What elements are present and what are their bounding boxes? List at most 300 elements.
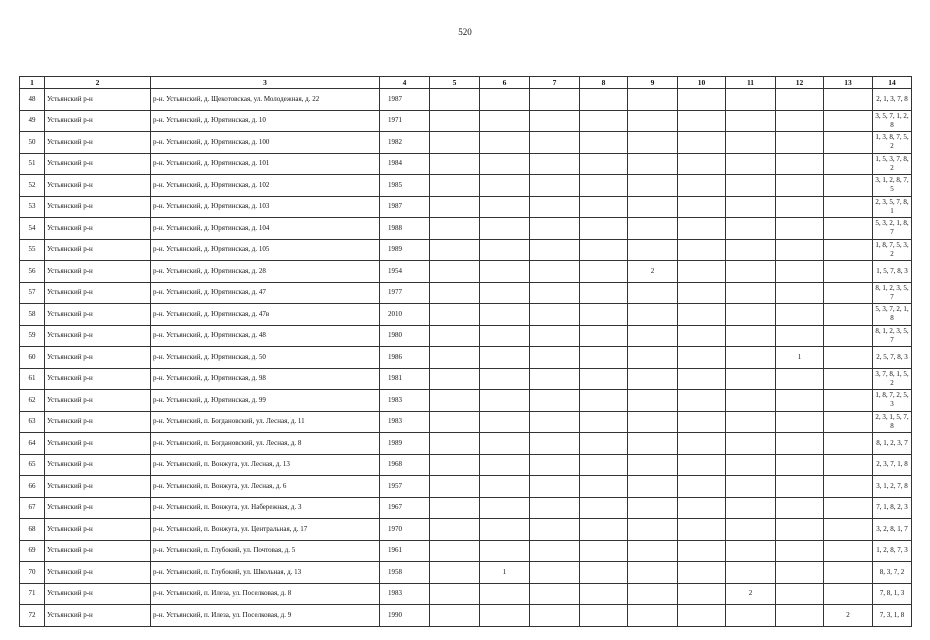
col10-cell (678, 261, 726, 283)
district-cell: Устьянский р-н (45, 175, 151, 197)
col8-cell (580, 540, 628, 562)
col6-cell (480, 89, 530, 111)
col7-cell (530, 218, 580, 240)
table-row (20, 347, 912, 369)
col12-cell: 1 (776, 347, 824, 369)
col8-cell (580, 239, 628, 261)
col7-cell (530, 540, 580, 562)
column-header-13: 13 (824, 77, 873, 89)
row-number: 58 (20, 304, 45, 326)
year-cell: 1982 (380, 132, 430, 154)
col12-cell (776, 411, 824, 433)
col14-cell: 7, 1, 8, 2, 3 (873, 497, 912, 519)
col10-cell (678, 325, 726, 347)
column-header-8: 8 (580, 77, 628, 89)
row-number: 67 (20, 497, 45, 519)
table-row (20, 153, 912, 175)
col14-cell: 3, 5, 7, 1, 2, 8 (873, 110, 912, 132)
col12-cell (776, 89, 824, 111)
col6-cell (480, 175, 530, 197)
col6-cell (480, 218, 530, 240)
year-cell: 1990 (380, 605, 430, 627)
col7-cell (530, 261, 580, 283)
address-cell: р-н. Устьянский, п. Глубокий, ул. Школьная, д. 13 (151, 562, 380, 584)
address-cell: р-н. Устьянский, д. Юрятинская, д. 102 (151, 175, 380, 197)
row-number: 62 (20, 390, 45, 412)
col9-cell (628, 368, 678, 390)
col8-cell (580, 89, 628, 111)
row-number: 48 (20, 89, 45, 111)
col7-cell (530, 605, 580, 627)
column-header-3: 3 (151, 77, 380, 89)
col11-cell (726, 433, 776, 455)
year-cell: 1984 (380, 153, 430, 175)
col7-cell (530, 153, 580, 175)
col6-cell (480, 476, 530, 498)
col11-cell (726, 368, 776, 390)
year-cell: 1967 (380, 497, 430, 519)
col6-cell (480, 454, 530, 476)
col10-cell (678, 153, 726, 175)
table-row (20, 562, 912, 584)
col11-cell (726, 497, 776, 519)
year-cell: 1987 (380, 89, 430, 111)
col13-cell (824, 390, 873, 412)
table-row (20, 175, 912, 197)
col10-cell (678, 562, 726, 584)
row-number: 55 (20, 239, 45, 261)
col14-cell: 1, 3, 8, 7, 5, 2 (873, 132, 912, 154)
col7-cell (530, 519, 580, 541)
district-cell: Устьянский р-н (45, 540, 151, 562)
col11-cell (726, 261, 776, 283)
year-cell: 1958 (380, 562, 430, 584)
col10-cell (678, 175, 726, 197)
col5-cell (430, 411, 480, 433)
year-cell: 1987 (380, 196, 430, 218)
col8-cell (580, 476, 628, 498)
col13-cell (824, 540, 873, 562)
row-number: 59 (20, 325, 45, 347)
year-cell: 1988 (380, 218, 430, 240)
table-row (20, 282, 912, 304)
table-row (20, 519, 912, 541)
table-row (20, 411, 912, 433)
column-header-12: 12 (776, 77, 824, 89)
col12-cell (776, 196, 824, 218)
col9-cell (628, 153, 678, 175)
col12-cell (776, 540, 824, 562)
district-cell: Устьянский р-н (45, 153, 151, 175)
year-cell: 2010 (380, 304, 430, 326)
col6-cell (480, 110, 530, 132)
col6-cell (480, 261, 530, 283)
col12-cell (776, 583, 824, 605)
col5-cell (430, 89, 480, 111)
col5-cell (430, 132, 480, 154)
data-table (19, 76, 912, 627)
col13-cell (824, 411, 873, 433)
col10-cell (678, 476, 726, 498)
year-cell: 1968 (380, 454, 430, 476)
column-header-7: 7 (530, 77, 580, 89)
col11-cell (726, 347, 776, 369)
col11-cell (726, 476, 776, 498)
col13-cell (824, 583, 873, 605)
address-cell: р-н. Устьянский, д. Юрятинская, д. 98 (151, 368, 380, 390)
table-row (20, 368, 912, 390)
col7-cell (530, 110, 580, 132)
col9-cell (628, 282, 678, 304)
col5-cell (430, 583, 480, 605)
col8-cell (580, 411, 628, 433)
table-row (20, 476, 912, 498)
col9-cell: 2 (628, 261, 678, 283)
col12-cell (776, 390, 824, 412)
table-container (19, 76, 909, 640)
col7-cell (530, 454, 580, 476)
col14-cell: 2, 3, 7, 1, 8 (873, 454, 912, 476)
col13-cell (824, 282, 873, 304)
row-number: 66 (20, 476, 45, 498)
col11-cell (726, 540, 776, 562)
col5-cell (430, 368, 480, 390)
col7-cell (530, 239, 580, 261)
row-number: 72 (20, 605, 45, 627)
district-cell: Устьянский р-н (45, 304, 151, 326)
col5-cell (430, 562, 480, 584)
col13-cell (824, 239, 873, 261)
address-cell: р-н. Устьянский, д. Юрятинская, д. 101 (151, 153, 380, 175)
col8-cell (580, 153, 628, 175)
table-row (20, 89, 912, 111)
col8-cell (580, 282, 628, 304)
col8-cell (580, 175, 628, 197)
col14-cell: 2, 3, 5, 7, 8, 1 (873, 196, 912, 218)
col5-cell (430, 153, 480, 175)
col8-cell (580, 390, 628, 412)
col14-cell: 1, 8, 7, 2, 5, 3 (873, 390, 912, 412)
col12-cell (776, 110, 824, 132)
col13-cell (824, 519, 873, 541)
column-header-1: 1 (20, 77, 45, 89)
address-cell: р-н. Устьянский, д. Юрятинская, д. 28 (151, 261, 380, 283)
col12-cell (776, 476, 824, 498)
col12-cell (776, 368, 824, 390)
col10-cell (678, 347, 726, 369)
col9-cell (628, 519, 678, 541)
col14-cell: 1, 8, 7, 5, 3, 2 (873, 239, 912, 261)
address-cell: р-н. Устьянский, п. Илеза, ул. Поселковая, д. 8 (151, 583, 380, 605)
district-cell: Устьянский р-н (45, 368, 151, 390)
year-cell: 1985 (380, 175, 430, 197)
col5-cell (430, 218, 480, 240)
col11-cell (726, 239, 776, 261)
address-cell: р-н. Устьянский, п. Вонжуга, ул. Центральная, д. 17 (151, 519, 380, 541)
col11-cell (726, 282, 776, 304)
district-cell: Устьянский р-н (45, 454, 151, 476)
district-cell: Устьянский р-н (45, 110, 151, 132)
table-row (20, 196, 912, 218)
col6-cell (480, 390, 530, 412)
col11-cell (726, 390, 776, 412)
col8-cell (580, 368, 628, 390)
row-number: 71 (20, 583, 45, 605)
district-cell: Устьянский р-н (45, 261, 151, 283)
col14-cell: 7, 8, 1, 3 (873, 583, 912, 605)
row-number: 52 (20, 175, 45, 197)
col8-cell (580, 325, 628, 347)
district-cell: Устьянский р-н (45, 476, 151, 498)
col14-cell: 8, 1, 2, 3, 5, 7 (873, 325, 912, 347)
col14-cell: 8, 3, 7, 2 (873, 562, 912, 584)
col7-cell (530, 583, 580, 605)
column-header-2: 2 (45, 77, 151, 89)
table-row (20, 110, 912, 132)
col10-cell (678, 304, 726, 326)
row-number: 68 (20, 519, 45, 541)
col6-cell (480, 239, 530, 261)
col13-cell (824, 218, 873, 240)
district-cell: Устьянский р-н (45, 411, 151, 433)
column-header-4: 4 (380, 77, 430, 89)
header-row (20, 77, 912, 89)
col14-cell: 2, 1, 3, 7, 8 (873, 89, 912, 111)
table-row (20, 454, 912, 476)
col8-cell (580, 347, 628, 369)
district-cell: Устьянский р-н (45, 89, 151, 111)
col5-cell (430, 110, 480, 132)
table-body (20, 89, 912, 627)
col6-cell (480, 519, 530, 541)
col7-cell (530, 411, 580, 433)
col7-cell (530, 368, 580, 390)
address-cell: р-н. Устьянский, д. Юрятинская, д. 50 (151, 347, 380, 369)
column-header-6: 6 (480, 77, 530, 89)
col9-cell (628, 347, 678, 369)
col11-cell (726, 132, 776, 154)
col6-cell (480, 540, 530, 562)
year-cell: 1977 (380, 282, 430, 304)
table-row (20, 239, 912, 261)
col14-cell: 1, 2, 8, 7, 3 (873, 540, 912, 562)
col7-cell (530, 89, 580, 111)
col7-cell (530, 347, 580, 369)
col13-cell (824, 153, 873, 175)
col12-cell (776, 325, 824, 347)
column-header-10: 10 (678, 77, 726, 89)
col9-cell (628, 497, 678, 519)
district-cell: Устьянский р-н (45, 347, 151, 369)
col6-cell (480, 304, 530, 326)
col10-cell (678, 605, 726, 627)
district-cell: Устьянский р-н (45, 196, 151, 218)
col10-cell (678, 583, 726, 605)
row-number: 49 (20, 110, 45, 132)
column-header-11: 11 (726, 77, 776, 89)
col11-cell (726, 175, 776, 197)
col5-cell (430, 476, 480, 498)
col10-cell (678, 540, 726, 562)
district-cell: Устьянский р-н (45, 519, 151, 541)
col7-cell (530, 562, 580, 584)
address-cell: р-н. Устьянский, п. Вонжуга, ул. Лесная, д. 13 (151, 454, 380, 476)
col9-cell (628, 411, 678, 433)
col10-cell (678, 433, 726, 455)
col7-cell (530, 497, 580, 519)
district-cell: Устьянский р-н (45, 132, 151, 154)
col10-cell (678, 89, 726, 111)
district-cell: Устьянский р-н (45, 497, 151, 519)
col6-cell (480, 605, 530, 627)
col7-cell (530, 304, 580, 326)
row-number: 57 (20, 282, 45, 304)
col12-cell (776, 282, 824, 304)
col5-cell (430, 519, 480, 541)
row-number: 64 (20, 433, 45, 455)
col10-cell (678, 454, 726, 476)
table-row (20, 390, 912, 412)
col12-cell (776, 562, 824, 584)
col9-cell (628, 605, 678, 627)
col8-cell (580, 605, 628, 627)
col14-cell: 3, 2, 8, 1, 7 (873, 519, 912, 541)
col12-cell (776, 175, 824, 197)
address-cell: р-н. Устьянский, д. Юрятинская, д. 103 (151, 196, 380, 218)
col7-cell (530, 390, 580, 412)
col9-cell (628, 196, 678, 218)
district-cell: Устьянский р-н (45, 218, 151, 240)
address-cell: р-н. Устьянский, д. Юрятинская, д. 47в (151, 304, 380, 326)
address-cell: р-н. Устьянский, п. Богдановский, ул. Лесная, д. 11 (151, 411, 380, 433)
col12-cell (776, 497, 824, 519)
year-cell: 1983 (380, 411, 430, 433)
col12-cell (776, 218, 824, 240)
col11-cell (726, 218, 776, 240)
row-number: 69 (20, 540, 45, 562)
table-row (20, 132, 912, 154)
address-cell: р-н. Устьянский, д. Щекотовская, ул. Молодежная, д. 22 (151, 89, 380, 111)
col12-cell (776, 454, 824, 476)
col14-cell: 3, 1, 2, 7, 8 (873, 476, 912, 498)
col9-cell (628, 132, 678, 154)
col13-cell (824, 110, 873, 132)
address-cell: р-н. Устьянский, д. Юрятинская, д. 105 (151, 239, 380, 261)
row-number: 63 (20, 411, 45, 433)
col6-cell (480, 153, 530, 175)
col9-cell (628, 110, 678, 132)
col10-cell (678, 239, 726, 261)
page-number: 520 (458, 27, 472, 37)
col6-cell (480, 368, 530, 390)
year-cell: 1983 (380, 390, 430, 412)
col8-cell (580, 304, 628, 326)
table-row (20, 605, 912, 627)
column-header-5: 5 (430, 77, 480, 89)
col12-cell (776, 433, 824, 455)
year-cell: 1986 (380, 347, 430, 369)
col14-cell: 5, 3, 2, 1, 8, 7 (873, 218, 912, 240)
district-cell: Устьянский р-н (45, 325, 151, 347)
col6-cell (480, 433, 530, 455)
col14-cell: 2, 5, 7, 8, 3 (873, 347, 912, 369)
col13-cell (824, 476, 873, 498)
col6-cell (480, 347, 530, 369)
district-cell: Устьянский р-н (45, 390, 151, 412)
col12-cell (776, 153, 824, 175)
col10-cell (678, 519, 726, 541)
address-cell: р-н. Устьянский, д. Юрятинская, д. 48 (151, 325, 380, 347)
col13-cell (824, 368, 873, 390)
col11-cell: 2 (726, 583, 776, 605)
col6-cell (480, 132, 530, 154)
col6-cell (480, 282, 530, 304)
col9-cell (628, 476, 678, 498)
address-cell: р-н. Устьянский, п. Глубокий, ул. Почтовая, д. 5 (151, 540, 380, 562)
col13-cell (824, 175, 873, 197)
table-row (20, 540, 912, 562)
row-number: 51 (20, 153, 45, 175)
address-cell: р-н. Устьянский, д. Юрятинская, д. 10 (151, 110, 380, 132)
table-row (20, 433, 912, 455)
col13-cell (824, 497, 873, 519)
col12-cell (776, 519, 824, 541)
col11-cell (726, 325, 776, 347)
table-row (20, 325, 912, 347)
col14-cell: 7, 3, 1, 8 (873, 605, 912, 627)
col13-cell (824, 325, 873, 347)
col5-cell (430, 282, 480, 304)
col14-cell: 8, 1, 2, 3, 7 (873, 433, 912, 455)
col5-cell (430, 175, 480, 197)
row-number: 61 (20, 368, 45, 390)
col6-cell (480, 583, 530, 605)
col10-cell (678, 110, 726, 132)
col5-cell (430, 605, 480, 627)
col13-cell: 2 (824, 605, 873, 627)
table-row (20, 583, 912, 605)
col12-cell (776, 132, 824, 154)
year-cell: 1989 (380, 239, 430, 261)
col8-cell (580, 218, 628, 240)
col6-cell (480, 196, 530, 218)
col5-cell (430, 390, 480, 412)
col11-cell (726, 605, 776, 627)
col9-cell (628, 583, 678, 605)
col13-cell (824, 347, 873, 369)
table-row (20, 218, 912, 240)
col9-cell (628, 218, 678, 240)
col6-cell (480, 325, 530, 347)
col9-cell (628, 433, 678, 455)
col7-cell (530, 132, 580, 154)
row-number: 60 (20, 347, 45, 369)
year-cell: 1989 (380, 433, 430, 455)
col13-cell (824, 304, 873, 326)
district-cell: Устьянский р-н (45, 562, 151, 584)
district-cell: Устьянский р-н (45, 239, 151, 261)
address-cell: р-н. Устьянский, д. Юрятинская, д. 99 (151, 390, 380, 412)
col8-cell (580, 562, 628, 584)
address-cell: р-н. Устьянский, п. Вонжуга, ул. Набережная, д. 3 (151, 497, 380, 519)
col5-cell (430, 261, 480, 283)
col14-cell: 8, 1, 2, 3, 5, 7 (873, 282, 912, 304)
col11-cell (726, 89, 776, 111)
table-row (20, 497, 912, 519)
district-cell: Устьянский р-н (45, 583, 151, 605)
col12-cell (776, 605, 824, 627)
row-number: 50 (20, 132, 45, 154)
